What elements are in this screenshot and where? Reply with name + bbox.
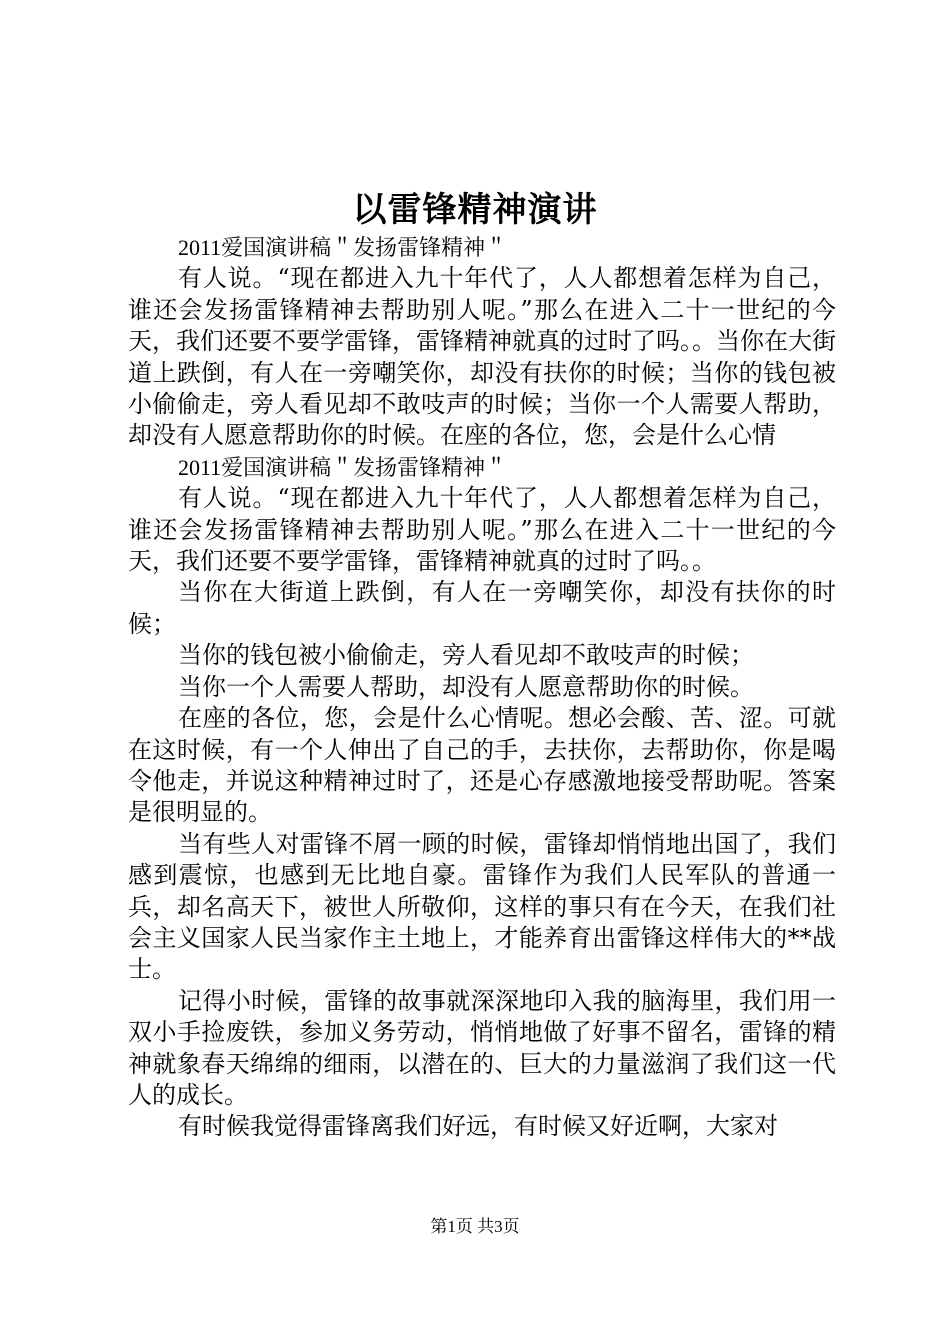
paragraph: 当你的钱包被小偷偷走，旁人看见却不敢吱声的时候；	[178, 641, 754, 670]
paragraph: 记得小时候，雷锋的故事就深深地印入我的脑海里，我们用一双小手捡废铁，参加义务劳动，悄悄地做了好事不留名，雷锋的精神就象春天绵绵的细雨，以潜在的、巨大的力量滋润了我们这一代人的成长。	[128, 986, 836, 1109]
paragraph-subtitle: 2011爱国演讲稿＂发扬雷锋精神＂	[178, 235, 508, 260]
document-body	[128, 232, 836, 1143]
paragraph: 有时候我觉得雷锋离我们好远，有时候又好近啊，大家对	[178, 1112, 778, 1141]
paragraph: 当你在大街道上跌倒，有人在一旁嘲笑你，却没有扶你的时候；	[128, 578, 836, 638]
paragraph: 在座的各位，您，会是什么心情呢。想必会酸、苦、涩。可就在这时候，有一个人伸出了自己的手，去扶你，去帮助你，你是喝令他走，并说这种精神过时了，还是心存感激地接受帮助呢。答案是很明显的。	[128, 704, 836, 827]
paragraph-subtitle: 2011爱国演讲稿＂发扬雷锋精神＂	[178, 454, 508, 480]
page-number-footer: 第1页 共3页	[430, 1217, 520, 1236]
document-title: 以雷锋精神演讲	[352, 190, 598, 230]
paragraph: 有人说。“现在都进入九十年代了，人人都想着怎样为自己，谁还会发扬雷锋精神去帮助别人呢。”那么在进入二十一世纪的今天，我们还要不要学雷锋，雷锋精神就真的过时了吗。。当你在大街道上跌倒，有人在一旁嘲笑你，却没有扶你的时候；当你的钱包被小偷偷走，旁人看见却不敢吱声的时候；当你一个人需要人帮助，却没有人愿意帮助你的时候。在座的各位，您，会是什么心情	[128, 264, 836, 450]
paragraph: 当你一个人需要人帮助，却没有人愿意帮助你的时候。	[178, 672, 754, 701]
paragraph: 有人说。“现在都进入九十年代了，人人都想着怎样为自己，谁还会发扬雷锋精神去帮助别人呢。”那么在进入二十一世纪的今天，我们还要不要学雷锋，雷锋精神就真的过时了吗。。	[128, 484, 836, 576]
paragraph: 当有些人对雷锋不屑一顾的时候，雷锋却悄悄地出国了，我们感到震惊，也感到无比地自豪。雷锋作为我们人民军队的普通一兵，却名高天下，被世人所敬仰，这样的事只有在今天，在我们社会主义国家人民当家作主土地上，才能养育出雷锋这样伟大的**战士。	[128, 829, 836, 984]
